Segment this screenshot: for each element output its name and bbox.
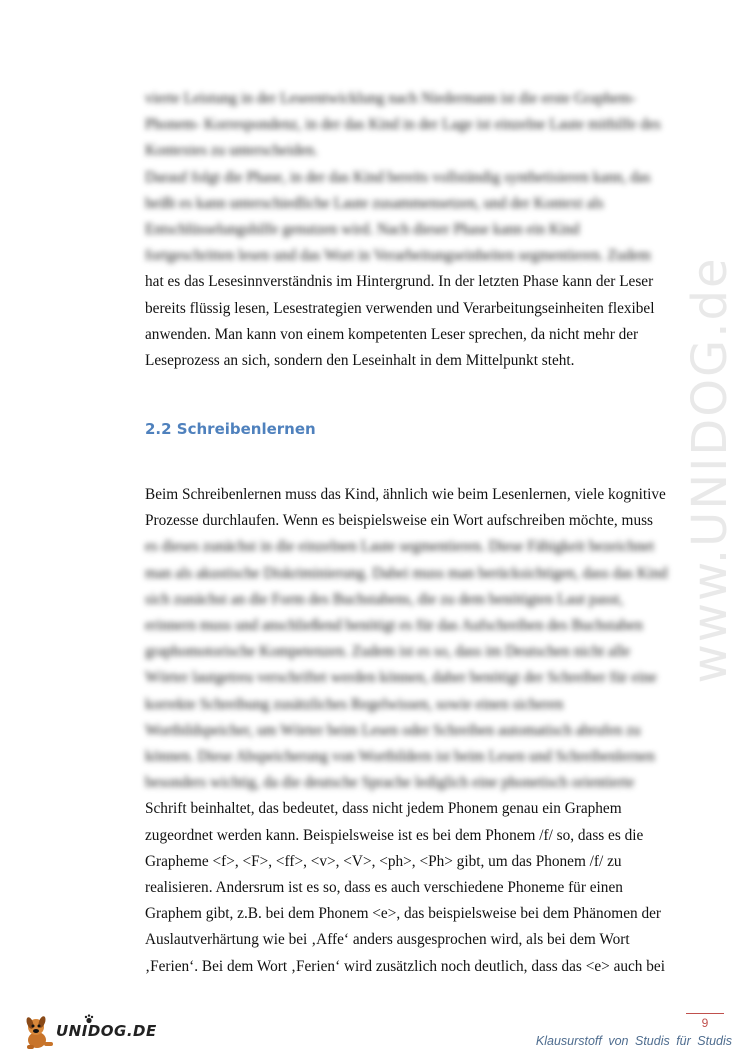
text-line: realisieren. Andersrum ist es so, dass es auch verschiedene Phoneme für einen [145,879,623,897]
blurred-line: fortgeschritten lesen und das Wort in Verarbeitungseinheiten segmentieren. Zudem [145,247,651,265]
page-number-rule [686,1013,724,1014]
page-number: 9 [701,1016,709,1030]
blurred-line: Phonem- Korrespondenz, in der das Kind in der Lage ist einzelne Laute mithilfe des [145,116,661,134]
logo-text: UNIDOG.DE [56,1022,157,1040]
blurred-line: Wörter lautgetreu verschriftet werden können, daher benötigt der Schreiber für eine [145,669,657,687]
text-line: Graphem gibt, z.B. bei dem Phonem <e>, das beispielsweise bei dem Phänomen der [145,905,661,923]
paragraph-1 [145,86,665,374]
text-line: bereits flüssig lesen, Lesestrategien verwenden und Verarbeitungseinheiten flexibel [145,299,655,317]
text-line: ‚Ferien‘. Bei dem Wort ‚Ferien‘ wird zusätzlich noch deutlich, dass das <e> auch bei [145,957,665,975]
text-line: zugeordnet werden kann. Beispielsweise ist es bei dem Phonem /f/ so, dass es die [145,826,644,844]
unidog-logo [22,1014,157,1050]
blurred-line: Kontextes zu unterscheiden. [145,142,318,160]
text-line: Beim Schreibenlernen muss das Kind, ähnlich wie beim Lesenlernen, viele kognitive [145,486,666,503]
blurred-line: man als akustische Diskriminierung. Dabei muss man berücksichtigen, dass das Kind [145,564,668,582]
blurred-line: erinnern muss und anschließend benötigt es für das Aufschreiben des Buchstaben [145,617,643,635]
document-page: www.UNIDOG.de vierte Leistung in der Leseentwicklung nach Niedermann ist die erste Graphem- Phonem- Korrespondenz, in der das Kind in der Lage ist einzelne Laute mithilfe des Kontextes zu unterscheiden. Darauf folgt die Phase, in der das Kind bereits vollständig synthetisieren kann, das heißt es kann unterschiedliche Laute zusammensetzen, und der Kontext als Entschlüsselungshilfe genutzen wird. Nach dieser Phase kann ein Kind fortgeschritten lesen und das Wort in Verarbeitungseinheiten segmentieren. Zudem hat es das Lesesinnverständnis im Hintergrund. In der letzten Phase kann der Leser bereits flüssig lesen, Lesestrategien verwenden und Verarbeitungseinheiten flexibel anwenden. Man kann von einem kompetenten Leser sprechen, da nicht mehr der Leseprozess an sich, sondern den Leseinhalt in dem Mittelpunkt steht. 2.2 Schreibenlernen Beim Schreibenlernen muss das Kind, ähnlich wie beim Lesenlernen, viele kognitive Prozesse durchlaufen. Wenn es beispielsweise ein Wort aufschreiben möchte, muss es dieses zunächst in die einzelnen Laute segmentieren. Diese Fähigkeit bezeichnet man als akustische Diskriminierung. Dabei muss man berücksichtigen, dass das Kind sich zunächst an die Form des Buchstabens, die zu dem benötigten Laut passt, erinnern muss und anschließend benötigt es für das Aufschreiben des Buchstaben graphomotorische Kompetenzen. Zudem ist es so, dass im Deutschen nicht alle Wörter lautgetreu verschriftet werden können, daher benötigt der Schreiber für eine korrekte Schreibung zusätzliches Regelwissen, sowie einen sicheren Wortbildspeicher, um Wörter beim Lesen oder Schreiben automatisch abrufen zu können. Diese Abspeicherung von Wortbildern ist beim Lesen und Schreibenlernen besonders wichtig, da die deutsche Sprache lediglich eine phonetisch orientierte Schrift beinhaltet, das bedeutet, dass nicht jedem Phonem genau ein Graphem zugeordnet werden kann. Beispielsweise ist es bei dem Phonem /f/ so, dass es die Grapheme <f>, <F>, <ff>, <v>, <V>, <ph>, <Ph> gibt, um das Phonem /f/ zu realisieren. Andersrum ist es so, dass es auch verschiedene Phoneme für einen Graphem gibt, z.B. bei dem Phonem <e>, das beispielsweise bei dem Phänomen der Auslautverhärtung wie bei ‚Affe‘ anders ausgesprochen wird, als bei dem Wort ‚Ferien‘. Bei dem Wort ‚Ferien‘ wird zusätzlich noch deutlich, dass das <e> auch bei UNIDOG.DE 9 Klausurstoff von Studis für Studis [0,0,750,1060]
text-line: Prozesse durchlaufen. Wenn es beispielsweise ein Wort aufschreiben möchte, muss [145,512,654,530]
blurred-line: korrekte Schreibung zusätzliches Regelwissen, sowie einen sicheren [145,695,564,713]
text-line: anwenden. Man kann von einem kompetenten Leser sprechen, da nicht mehr der [145,325,639,343]
blurred-line: heißt es kann unterschiedliche Laute zusammensetzen, und der Kontext als [145,194,604,212]
text-line: Schrift beinhaltet, das bedeutet, dass nicht jedem Phonem genau ein Graphem [145,800,622,818]
blurred-line: Wortbildspeicher, um Wörter beim Lesen oder Schreiben automatisch abrufen zu [145,721,641,739]
text-line: Grapheme <f>, <F>, <ff>, <v>, <V>, <ph>, <Ph> gibt, um das Phonem /f/ zu [145,852,622,870]
text-line: Auslautverhärtung wie bei ‚Affe‘ anders ausgesprochen wird, als bei dem Wort [145,931,630,949]
blurred-line: es dieses zunächst in die einzelnen Laute segmentieren. Diese Fähigkeit bezeichnet [145,538,655,556]
blurred-line: Entschlüsselungshilfe genutzen wird. Nach dieser Phase kann ein Kind [145,221,580,239]
blurred-line: können. Diese Abspeicherung von Wortbildern ist beim Lesen und Schreibenlernen [145,748,655,766]
footer-tagline: Klausurstoff von Studis für Studis [535,1034,732,1048]
blurred-line: graphomotorische Kompetenzen. Zudem ist es so, dass im Deutschen nicht alle [145,643,631,661]
blurred-line: besonders wichtig, da die deutsche Sprache lediglich eine phonetisch orientierte [145,774,635,792]
section-heading: 2.2 Schreibenlernen [145,420,316,438]
dog-mascot-icon [22,1014,56,1050]
blurred-line: sich zunächst an die Form des Buchstabens, die zu dem benötigten Laut passt, [145,590,624,608]
blurred-line: Darauf folgt die Phase, in der das Kind bereits vollständig synthetisieren kann, das [145,168,651,186]
text-line: Leseprozess an sich, sondern den Leseinhalt in dem Mittelpunkt steht. [145,352,575,370]
blurred-line: vierte Leistung in der Leseentwicklung nach Niedermann ist die erste Graphem- [145,90,637,107]
text-line: hat es das Lesesinnverständnis im Hintergrund. In der letzten Phase kann der Leser [145,273,654,291]
paragraph-2 [145,482,668,980]
